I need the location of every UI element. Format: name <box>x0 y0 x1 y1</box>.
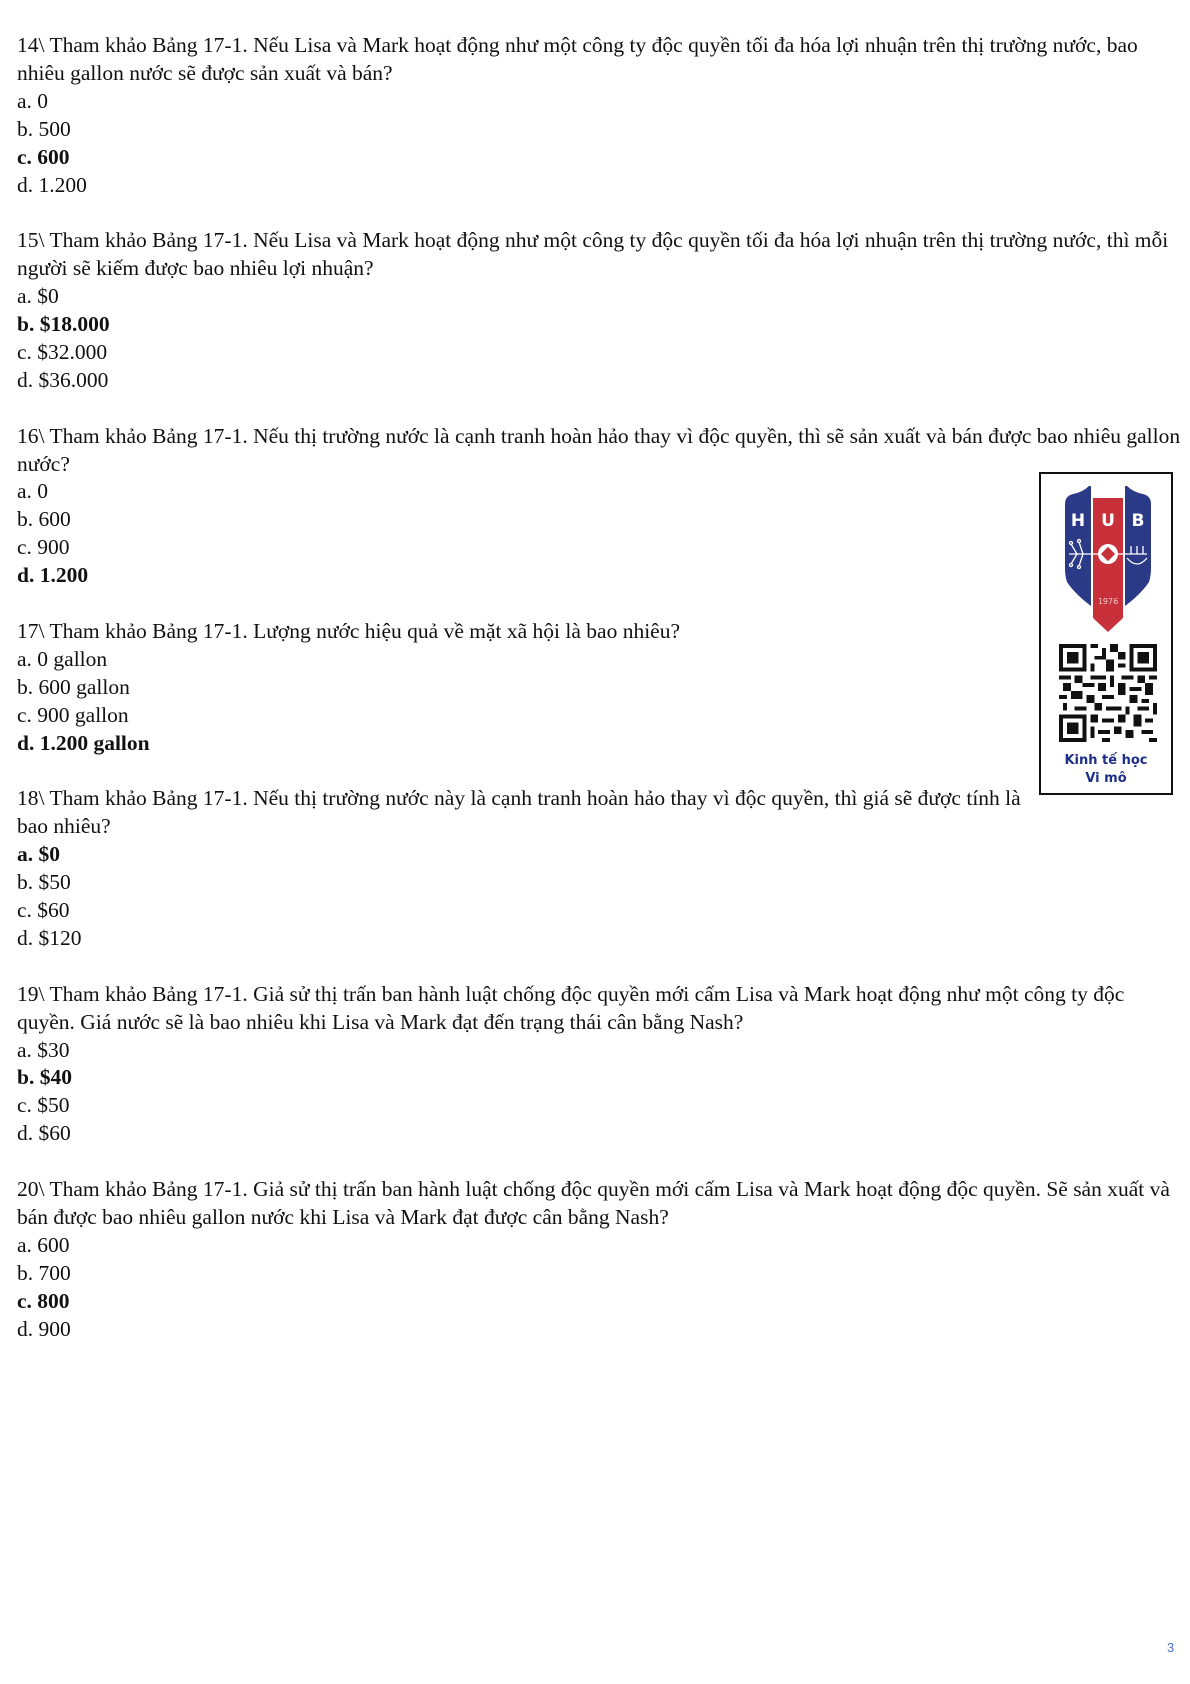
hub-logo-card <box>1039 472 1173 795</box>
option-a: a. $0 <box>17 284 59 309</box>
document-page <box>17 32 1182 1371</box>
question-text: 16\ Tham khảo Bảng 17-1. Nếu thị trường nước là cạnh tranh hoàn hảo thay vì độc quyền, thì sẽ sản xuất và bán được bao nhiêu gallon nước? <box>17 423 1181 476</box>
caption-line-1: Kinh tế học <box>1064 753 1148 768</box>
shield-left-blue <box>1065 486 1091 606</box>
option-a: a. $30 <box>17 1037 70 1062</box>
question-15 <box>17 227 1182 394</box>
question-text: 18\ Tham khảo Bảng 17-1. Nếu thị trường nước này là cạnh tranh hoàn hảo thay vì độc quyền, thì giá sẽ được tính là bao nhiêu? <box>17 786 1021 839</box>
question-16 <box>17 423 1182 590</box>
question-text: 14\ Tham khảo Bảng 17-1. Nếu Lisa và Mark hoạt động như một công ty độc quyền tối đa hóa lợi nhuận trên thị trường nước, bao nhiêu gallon nước sẽ được sản xuất và bán? <box>17 33 1138 85</box>
coin-emblem-icon <box>1098 544 1118 564</box>
shield-right-blue <box>1125 486 1151 606</box>
option-d-correct: d. 1.200 gallon <box>17 730 150 755</box>
page-number: 3 <box>1167 1640 1175 1655</box>
question-text: 20\ Tham khảo Bảng 17-1. Giả sử thị trấn ban hành luật chống độc quyền mới cấm Lisa và Mark hoạt động độc quyền. Sẽ sản xuất và bán được bao nhiêu gallon nước khi Lisa và Mark đạt được cân bằng Nash? <box>17 1177 1170 1229</box>
option-d: d. 1.200 <box>17 172 87 197</box>
hub-shield-logo <box>1061 486 1155 636</box>
option-b: b. $50 <box>17 870 71 895</box>
option-c: c. $60 <box>17 898 70 923</box>
option-a: a. 600 <box>17 1232 70 1257</box>
option-d-correct: d. 1.200 <box>17 563 89 588</box>
question-text: 17\ Tham khảo Bảng 17-1. Lượng nước hiệu quả về mặt xã hội là bao nhiêu? <box>17 618 681 643</box>
logo-caption <box>1041 752 1171 788</box>
option-b: b. 600 <box>17 507 71 532</box>
question-18 <box>17 785 1182 952</box>
qr-code[interactable] <box>1059 644 1157 742</box>
option-a-correct: a. $0 <box>17 842 60 867</box>
option-c-correct: c. 800 <box>17 1288 70 1313</box>
option-c-correct: c. 600 <box>17 144 70 169</box>
option-d: d. $120 <box>17 925 82 950</box>
logo-letter-h: H <box>1070 511 1086 531</box>
logo-letter-b: B <box>1131 511 1145 531</box>
option-c: c. 900 gallon <box>17 702 129 727</box>
option-d: d. $60 <box>17 1121 71 1146</box>
question-14 <box>17 32 1182 199</box>
option-d: d. 900 <box>17 1316 71 1341</box>
option-c: c. $32.000 <box>17 339 108 364</box>
logo-year: 1976 <box>1097 597 1119 606</box>
option-a: a. 0 <box>17 88 49 113</box>
caption-line-2: Vi mô <box>1085 771 1127 786</box>
question-text: 15\ Tham khảo Bảng 17-1. Nếu Lisa và Mark hoạt động như một công ty độc quyền tối đa hóa lợi nhuận trên thị trường nước, thì mỗi người sẽ kiếm được bao nhiêu lợi nhuận? <box>17 228 1169 281</box>
option-b-correct: b. $18.000 <box>17 312 110 337</box>
question-17 <box>17 618 1182 758</box>
option-d: d. $36.000 <box>17 367 109 392</box>
option-c: c. 900 <box>17 535 70 560</box>
option-b: b. 500 <box>17 116 71 141</box>
option-b: b. 700 <box>17 1260 71 1285</box>
question-20 <box>17 1176 1182 1343</box>
logo-letter-u: U <box>1101 511 1115 531</box>
option-b: b. 600 gallon <box>17 674 130 699</box>
question-text: 19\ Tham khảo Bảng 17-1. Giả sử thị trấn ban hành luật chống độc quyền mới cấm Lisa và Mark hoạt động như một công ty độc quyền. Giá nước sẽ là bao nhiêu khi Lisa và Mark đạt đến trạng thái cân bằng Nash? <box>17 981 1125 1034</box>
option-c: c. $50 <box>17 1093 70 1118</box>
option-b-correct: b. $40 <box>17 1065 72 1090</box>
question-19 <box>17 981 1182 1148</box>
option-a: a. 0 gallon <box>17 646 108 671</box>
option-a: a. 0 <box>17 479 49 504</box>
